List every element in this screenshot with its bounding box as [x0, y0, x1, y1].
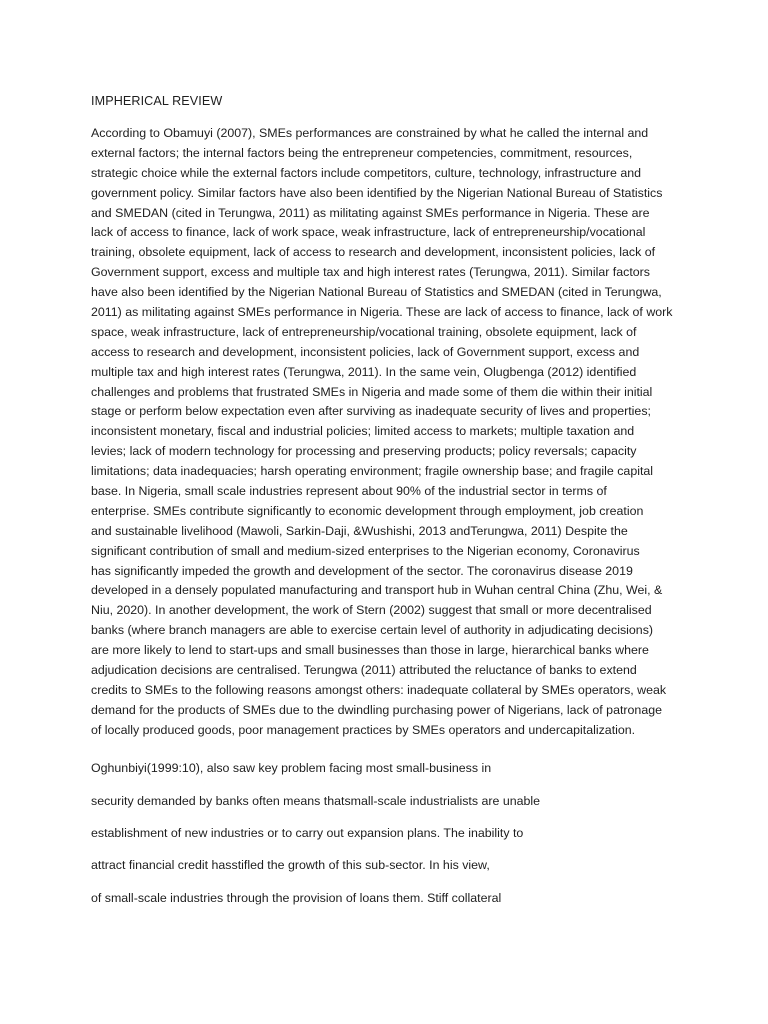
paragraph-line: multiple tax and high interest rates (Terungwa, 2011). In the same vein, Olugbenga (2012) identified	[91, 364, 637, 379]
paragraph-line: base. In Nigeria, small scale industries represent about 90% of the industrial sector in terms of	[91, 484, 607, 499]
paragraph-line: external factors; the internal factors being the entrepreneur competencies, commitment, resources,	[91, 145, 633, 160]
paragraph-line: enterprise. SMEs contribute significantly to economic development through employment, job creation	[91, 503, 644, 518]
paragraph-line: 2011) as militating against SMEs performance in Nigeria. These are lack of access to finance, lack of work	[91, 305, 673, 320]
paragraph-line: Niu, 2020). In another development, the work of Stern (2002) suggest that small or more decentralised	[91, 603, 652, 618]
separate-line: Oghunbiyi(1999:10), also saw key problem facing most small-business in	[91, 761, 492, 775]
paragraph-line: lack of access to finance, lack of work space, weak infrastructure, lack of entrepreneurship/vocational	[91, 225, 646, 240]
paragraph-line: and SMEDAN (cited in Terungwa, 2011) as militating against SMEs performance in Nigeria. These are	[91, 205, 650, 220]
paragraph-line: have also been identified by the Nigerian National Bureau of Statistics and SMEDAN (cited in Terungwa,	[91, 285, 662, 300]
paragraph-line: has significantly impeded the growth and development of the sector. The coronavirus disease 2019	[91, 563, 633, 578]
paragraph-line: significant contribution of small and medium-sized enterprises to the Nigerian economy, Coronavirus	[91, 543, 640, 558]
paragraph-line: credits to SMEs to the following reasons amongst others: inadequate collateral by SMEs operators, weak	[91, 682, 667, 697]
paragraph-line: levies; lack of modern technology for processing and preserving products; policy reversals; capacity	[91, 444, 637, 459]
paragraph-line: are more likely to lend to start-ups and small businesses than those in large, hierarchical banks where	[91, 643, 649, 658]
paragraph-line: strategic choice while the external factors include competitors, culture, technology, infrastructure and	[91, 165, 642, 180]
paragraph-line: According to Obamuyi (2007), SMEs performances are constrained by what he called the internal and	[91, 126, 649, 140]
paragraph-line: adjudication decisions are centralised. Terungwa (2011) attributed the reluctance of banks to extend	[91, 663, 637, 678]
paragraph-line: of locally produced goods, poor management practices by SMEs operators and undercapitalization.	[91, 722, 636, 737]
paragraph-line: developed in a densely populated manufacturing and transport hub in Wuhan central China (Zhu, Wei, &	[91, 583, 663, 598]
paragraph-line: access to research and development, inconsistent policies, lack of Government support, excess and	[91, 344, 640, 359]
separate-line: establishment of new industries or to carry out expansion plans. The inability to	[91, 826, 524, 840]
paragraph-line: government policy. Similar factors have also been identified by the Nigerian National Bureau of Statistics	[91, 185, 663, 200]
paragraph-line: training, obsolete equipment, lack of access to research and development, inconsistent policies, lack of	[91, 245, 656, 260]
paragraph-line: Government support, excess and multiple tax and high interest rates (Terungwa, 2011). Similar factors	[91, 265, 650, 280]
separate-line: security demanded by banks often means thatsmall-scale industrialists are unable	[91, 794, 541, 808]
section-heading: IMPHERICAL REVIEW	[91, 94, 223, 108]
body-paragraph	[91, 124, 691, 741]
paragraph-line: stage or perform below expectation even after surviving as inadequate security of lives and properties;	[91, 404, 651, 419]
paragraph-line: space, weak infrastructure, lack of entrepreneurship/vocational training, obsolete equipment, lack of	[91, 324, 637, 339]
paragraph-line: banks (where branch managers are able to exercise certain level of authority in adjudicating decisions)	[91, 623, 654, 638]
paragraph-line: limitations; data inadequacies; harsh operating environment; fragile ownership base; and fragile capital	[91, 464, 654, 479]
separate-line: attract financial credit hasstifled the growth of this sub-sector. In his view,	[91, 858, 490, 872]
paragraph-line: challenges and problems that frustrated SMEs in Nigeria and made some of them die within their initial	[91, 384, 653, 399]
paragraph-line: and sustainable livelihood (Mawoli, Sarkin-Daji, &Wushishi, 2013 andTerungwa, 2011) Despite the	[91, 523, 628, 538]
paragraph-line: demand for the products of SMEs due to the dwindling purchasing power of Nigerians, lack of patronage	[91, 702, 662, 717]
separate-line: of small-scale industries through the provision of loans them. Stiff collateral	[91, 891, 502, 905]
paragraph-line: inconsistent monetary, fiscal and industrial policies; limited access to markets; multiple taxation and	[91, 424, 635, 439]
